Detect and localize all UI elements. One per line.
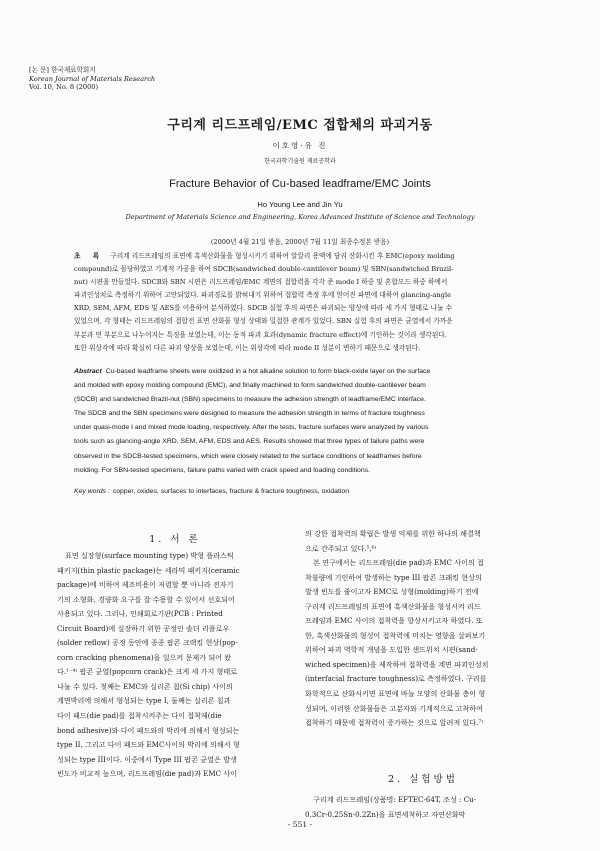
body-line: 성되는 type III이다. 이중에서 Type III 팝콘 균열은 발생 <box>57 754 237 764</box>
body-line: 표면 실장형(surface mounting type) 박형 플라스틱 <box>65 551 234 560</box>
abstract-kr-line: XRD, SEM, AFM, EDS 및 AES를 이용하여 분석하였다. SDCB 실험 후의 파면은 파괴되는 양상에 따라 세 가지 형태로 나눌 수 <box>74 304 453 313</box>
abstract-en <box>74 365 562 478</box>
body-line: 구리계 리드프레임의 표면에 흑색산화물을 형성시켜 리드 <box>305 601 481 611</box>
body-line: 다.¹⁻⁴⁾ 팝콘 균열(popcorn crack)은 크게 세 가지 형태로 <box>57 667 238 677</box>
abstract-en-line: tools such as glancing-angle XRD, SEM, AFM, EDS and AES. Results showed that three types of failure paths were <box>74 438 425 446</box>
section-heading-introduction: 1. 서 론 <box>149 534 201 545</box>
abstract-kr-label: 초 록 <box>74 252 105 260</box>
affiliation-kr: 한국과학기술원 재료공학과 <box>264 158 336 165</box>
abstract-kr-text: 구리계 리드프레임의 표면에 흑색산화물을 형성시키기 위하여 알칼리 용액에 담궈 산화시킨 후 EMC(epoxy molding <box>110 252 455 260</box>
right-column <box>305 527 541 731</box>
section-heading-methods: 2. 실험방법 <box>388 774 458 785</box>
journal-header <box>29 66 155 92</box>
abstract-kr-line: 있었으며, 각 형태는 리드프레임의 접합전 표면 산화물 형성 상태와 밀접한 관계가 있었다. SBN 실험 후의 파면은 균열에서 가까운 <box>74 317 453 326</box>
abstract-en-line: molding. For SBN-tested specimens, failure paths varied with crack speed and loading conditions. <box>74 466 370 474</box>
body-line: 발생 빈도를 줄이고자 EMC로 성형(molding)하기 전에 <box>305 587 479 597</box>
body-line: (interfacial fracture toughness)로 측정하였다. 구리를 <box>305 674 487 684</box>
body-line: (solder reflow) 공정 동안에 종종 팝콘 크랙킹 현상(pop- <box>57 638 238 648</box>
abstract-kr-line: 부분과 먼 부분으로 나누어지는 특징을 보였는데, 이는 동적 파괴 효과(dynamic fracture effect)에 기인하는 것이라 생각된다. <box>74 330 447 339</box>
keywords <box>74 488 562 495</box>
authors-en: Ho Young Lee and Jin Yu <box>257 200 343 209</box>
keywords-text: copper, oxides, surfaces to interfaces, fracture & fracture toughness, oxidation <box>112 488 350 495</box>
body-line: 나눌 수 있다. 첫째는 EMC와 실리콘 칩(Si chip) 사이의 <box>57 681 233 691</box>
body-line: Circuit Board)에 실장하기 위한 공정인 솔더 리플로우 <box>57 623 230 633</box>
abstract-en-line: and molded with epoxy molding compound (EMC), and finally machined to form sandwiched double-cantilever beam <box>74 382 426 390</box>
body-line: 본 연구에서는 리드프레임(die pad)과 EMC 사이의 접 <box>313 558 484 568</box>
left-column <box>57 549 293 782</box>
body-line: bond adhesive)와 다이 패드와의 박리에 의해서 형성되는 <box>57 725 240 735</box>
body-line: 성되며, 이러한 산화물들은 고분자와 기계적으로 고착하여 <box>305 703 483 713</box>
body-line: 0.3Cr-0.25Sn-0.2Zn)을 표면세척하고 자연산화막 <box>305 809 466 819</box>
body-line: 화학적으로 산화시키면 표면에 바늘 모양의 산화물 층이 형 <box>305 689 486 699</box>
abstract-kr <box>74 250 562 355</box>
body-line: wiched specimen)을 제작하여 접착력을 계면 파괴인성치 <box>305 659 489 669</box>
body-line: type II, 그리고 다이 패드와 EMC사이의 박리에 의해서 형 <box>57 740 240 750</box>
body-line: 의 강한 접착력의 확립은 발생 억제를 위한 하나의 해결책 <box>305 529 481 538</box>
body-line: 다이 패드(die pad)를 접착시켜주는 다이 접착제(die <box>57 711 222 721</box>
body-line: 패키지(thin plastic package)는 세라믹 패키지(ceramic <box>57 565 240 575</box>
affiliation-en: Department of Materials Science and Engineering, Korea Advanced Institute of Science and Technology <box>125 213 475 221</box>
body-line: 한, 흑색산화물의 형성이 접착력에 미치는 영향을 살펴보기 <box>305 630 486 640</box>
received-dates: (2000년 4월 21일 받음, 2000년 7월 11일 최종수정본 받음) <box>210 238 390 246</box>
authors-kr: 이호영·유 진 <box>272 141 328 150</box>
body-line: 접착하기 때문에 접착력이 증가하는 것으로 알려져 있다.⁷⁾ <box>305 718 483 728</box>
body-line: 계면박리에 의해서 형성되는 type I, 둘째는 실리콘 칩과 <box>57 696 231 706</box>
body-line: 으로 간주되고 있다.⁵,⁶⁾ <box>305 543 377 553</box>
body-line: 구리계 리드프레임(상품명: EFTEC-64T, 조성 : Cu- <box>313 795 477 804</box>
body-line: 빈도가 비교적 높으며, 리드프레임(die pad)과 EMC 사이 <box>57 769 237 779</box>
abstract-kr-line: compound)로 몰당하였고 기계적 가공을 하여 SDCB(sandwiched double-cantilever beam) 및 SBN(sandwiched Brazil- <box>74 265 454 274</box>
abstract-kr-line: 또한 위상각에 따라 확실히 다른 파괴 양상을 보였는데, 이는 위상각에 따라 mode II 성분이 변하기 때문으로 생각된다. <box>74 343 421 352</box>
body-line: 착불량에 기인하여 발생하는 type III 팝콘 크래킹 현상의 <box>305 572 482 582</box>
abstract-en-line: observed in the SDCB-tested specimens, which were closely related to the surface conditions of leadframes before <box>74 452 422 460</box>
journal-name-kr: [논 문] 한국재료학회지 <box>29 66 96 74</box>
abstract-kr-line: 파괴인성치로 측정하기 위하여 고안되었다. 파괴경로를 밝혀내기 위하여 접합력 측정 후에 얻어진 파면에 대하여 glancing-angle <box>74 291 452 300</box>
abstract-kr-line: nut) 시편을 만들었다. SDCB와 SBN 시편은 리드프레임/EMC 계면의 접합력을 각각 준 mode I 하중 및 혼합모드 하중 하에서 <box>74 278 448 287</box>
paper-title-en: Fracture Behavior of Cu-based leadframe/EMC Joints <box>169 178 431 190</box>
abstract-kr-line <box>74 250 562 263</box>
abstract-en-label: Abstract <box>74 368 102 375</box>
body-line: 프레임과 EMC 사이의 접착력을 향상시키고자 하였다. 또 <box>305 616 483 626</box>
body-line: package)에 비하여 제조비용이 저렴할 뿐 아니라 전자기 <box>57 580 234 590</box>
page-number: - 551 - <box>287 820 313 829</box>
abstract-en-line: (SDCB) and sandwiched Brazil-nut (SBN) specimens to measure the adhesion strength of leadframe/EMC interface. <box>74 396 426 404</box>
abstract-en-line <box>74 365 562 379</box>
body-line: corn cracking phenomena)을 일으켜 문제가 되어 왔 <box>57 652 232 662</box>
abstract-en-line: under quasi-mode I and mixed mode loading, respectively. After the tests, fracture surfaces were analyzed by various <box>74 424 429 432</box>
paper-title-kr: 구리계 리드프레임/EMC 접합체의 파괴거동 <box>167 118 433 133</box>
journal-volume: Vol. 10, No. 8 (2000) <box>29 83 99 92</box>
body-line: 위하여 파괴 역학적 개념을 도입한 샌드위치 시편(sand- <box>305 645 478 655</box>
keywords-label: Key words : <box>74 488 110 495</box>
journal-name-en: Korean Journal of Materials Research <box>29 74 156 83</box>
abstract-en-line: The SDCB and the SBN specimens were designed to measure the adhesion strength in terms of fracture toughness <box>74 410 425 418</box>
abstract-en-text: Cu-based leadframe sheets were oxidized in a hot alkaline solution to form black-oxide layer on the surface <box>105 368 431 375</box>
body-line: 기의 소형화, 경량화 요구를 잘 수용할 수 있어서 선호되어 <box>57 594 235 604</box>
methods-text <box>305 793 541 822</box>
body-line: 사용되고 있다. 그러나, 인쇄회로기판(PCB : Printed <box>57 609 223 619</box>
